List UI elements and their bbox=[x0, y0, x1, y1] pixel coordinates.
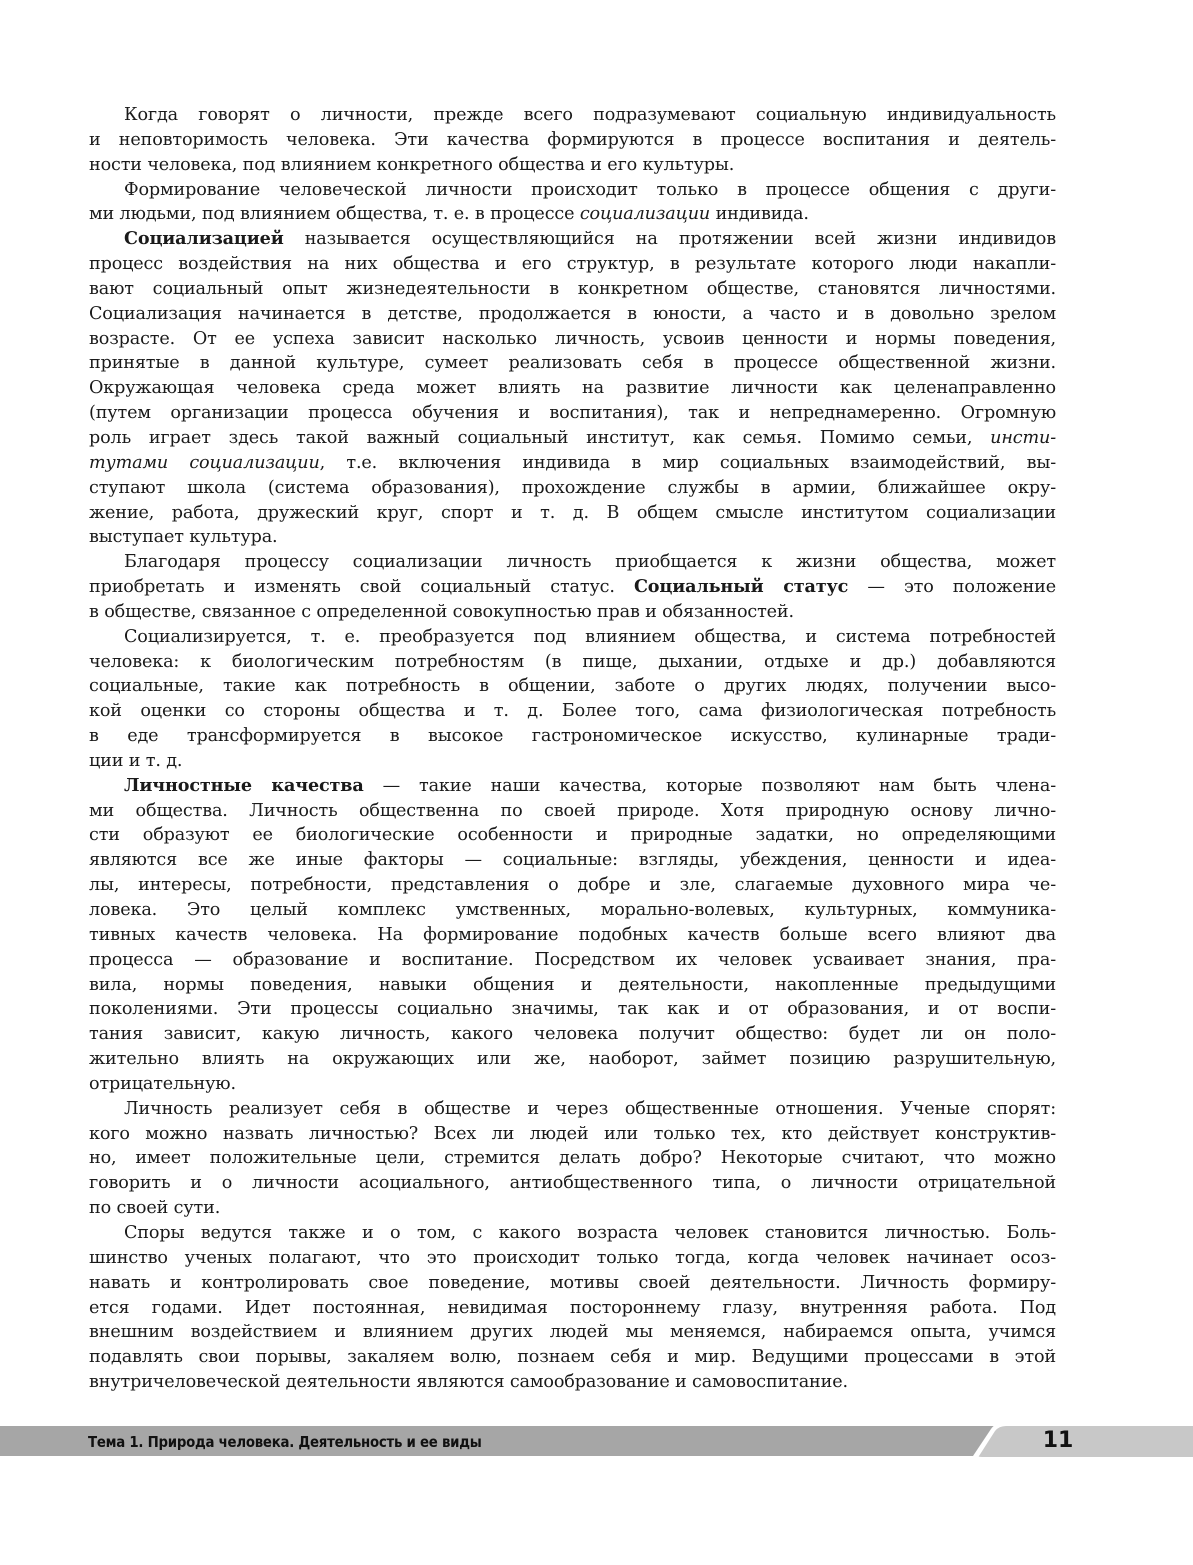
text-line bbox=[89, 674, 1056, 699]
text-line bbox=[89, 451, 1056, 476]
text-run: тания зависит, какую личность, какого человека получит общество: будет ли он поло- bbox=[89, 1024, 1056, 1045]
text-run: возрасте. От ее успеха зависит насколько личность, усвоив ценности и нормы поведения, bbox=[89, 328, 1056, 349]
text-run: ности человека, под влиянием конкретного общества и его культуры. bbox=[89, 154, 735, 175]
text-run: называется осуществляющийся на протяжении всей жизни индивидов bbox=[283, 229, 1056, 250]
bold-term: Личностные качества bbox=[124, 774, 364, 796]
paragraph bbox=[89, 227, 1056, 550]
text-run: ми людьми, под влиянием общества, т. е. в процессе bbox=[89, 204, 580, 225]
text-line bbox=[89, 948, 1056, 973]
text-line bbox=[89, 103, 1056, 128]
text-run: Социализация начинается в детстве, продолжается в юности, а часто и в довольно зрелом bbox=[89, 303, 1056, 324]
text-run: жительно влиять на окружающих или же, наоборот, займет позицию разрушительную, bbox=[89, 1049, 1056, 1070]
text-run: , т.е. включения индивида в мир социальных взаимодействий, вы- bbox=[319, 452, 1057, 473]
text-line bbox=[89, 351, 1056, 376]
text-run: — такие наши качества, которые позволяют нам быть члена- bbox=[363, 775, 1056, 796]
text-line bbox=[89, 476, 1056, 501]
text-line bbox=[89, 898, 1056, 923]
text-run: внешним воздействием и влиянием других людей мы меняемся, набираемся опыта, учимся bbox=[89, 1322, 1056, 1343]
text-line bbox=[89, 774, 1056, 799]
text-run: процесса — образование и воспитание. Посредством их человек усваивает знания, пра- bbox=[89, 949, 1056, 970]
bold-term: Социальный статус bbox=[633, 576, 849, 598]
text-line bbox=[89, 1196, 1056, 1221]
italic-term: тутами социализации bbox=[89, 452, 320, 473]
paragraph bbox=[89, 625, 1056, 774]
text-line bbox=[89, 1271, 1056, 1296]
text-run: в еде трансформируется в высокое гастрономическое искусство, кулинарные тради- bbox=[89, 726, 1056, 747]
text-run: навать и контролировать свое поведение, мотивы своей деятельности. Личность формиру- bbox=[89, 1272, 1056, 1293]
text-run: Благодаря процессу социализации личность приобщается к жизни общества, может bbox=[124, 552, 1056, 573]
text-line bbox=[89, 1146, 1056, 1171]
text-line bbox=[89, 973, 1056, 998]
text-run: приобретать и изменять свой социальный статус. bbox=[89, 577, 634, 598]
text-run: ции и т. д. bbox=[89, 750, 183, 771]
text-run: выступает культура. bbox=[89, 527, 278, 548]
text-line bbox=[89, 202, 1056, 227]
text-run: сти образуют ее биологические особенности и природные задатки, но определяющими bbox=[89, 825, 1056, 846]
text-line bbox=[89, 799, 1056, 824]
italic-term: инсти- bbox=[990, 427, 1056, 448]
text-run: отрицательную. bbox=[89, 1073, 236, 1094]
text-line bbox=[89, 327, 1056, 352]
text-line bbox=[89, 1345, 1056, 1370]
text-line bbox=[89, 401, 1056, 426]
text-run: (путем организации процесса обучения и воспитания), так и непреднамеренно. Огромную bbox=[89, 403, 1056, 424]
text-line bbox=[89, 1047, 1056, 1072]
text-run: и неповторимость человека. Эти качества формируются в процессе воспитания и деятель- bbox=[89, 129, 1056, 150]
text-line bbox=[89, 153, 1056, 178]
text-line bbox=[89, 550, 1056, 575]
text-run: Социализируется, т. е. преобразуется под влиянием общества, и система потребностей bbox=[124, 626, 1056, 647]
paragraph bbox=[89, 178, 1056, 228]
text-line bbox=[89, 600, 1056, 625]
paragraph bbox=[89, 1097, 1056, 1221]
text-line bbox=[89, 252, 1056, 277]
text-run: говорить и о личности асоциального, антиобщественного типа, о личности отрицательной bbox=[89, 1173, 1056, 1194]
text-line bbox=[89, 1022, 1056, 1047]
text-run: вают социальный опыт жизнедеятельности в конкретном обществе, становятся личностями. bbox=[89, 278, 1056, 299]
text-line bbox=[89, 699, 1056, 724]
text-line bbox=[89, 873, 1056, 898]
text-run: в обществе, связанное с определенной совокупностью прав и обязанностей. bbox=[89, 601, 794, 622]
section-title: Тема 1. Природа человека. Деятельность и ее виды bbox=[88, 1433, 482, 1451]
paragraph bbox=[89, 550, 1056, 625]
text-run: кой оценки со стороны общества и т. д. Более того, сама физиологическая потребность bbox=[89, 701, 1056, 722]
text-line bbox=[89, 650, 1056, 675]
text-run: процесс воздействия на них общества и его структур, в результате которого люди накапли- bbox=[89, 254, 1056, 275]
text-run: ловека. Это целый комплекс умственных, морально-волевых, культурных, коммуника- bbox=[89, 900, 1056, 920]
text-run: вила, нормы поведения, навыки общения и деятельности, накопленные предыдущими bbox=[89, 974, 1056, 995]
bold-term: Социализацией bbox=[124, 228, 284, 250]
text-run: кого можно назвать личностью? Всех ли людей или только тех, кто действует конструктив- bbox=[89, 1123, 1056, 1144]
text-run: социальные, такие как потребность в общении, заботе о других людях, получении высо- bbox=[89, 676, 1056, 697]
text-line bbox=[89, 1320, 1056, 1345]
text-run: индивида. bbox=[710, 204, 809, 225]
text-line bbox=[89, 1097, 1056, 1122]
text-run: — это положение bbox=[848, 577, 1057, 598]
text-run: жение, работа, дружеский круг, спорт и т. д. В общем смысле институтом социализации bbox=[89, 502, 1056, 523]
text-line bbox=[89, 1296, 1056, 1321]
text-line bbox=[89, 1221, 1056, 1246]
text-line bbox=[89, 376, 1056, 401]
text-line bbox=[89, 997, 1056, 1022]
text-run: Окружающая человека среда может влиять на развитие личности как целенаправленно bbox=[89, 378, 1056, 399]
paragraph bbox=[89, 774, 1056, 1097]
text-run: внутричеловеческой деятельности являются самообразование и самовоспитание. bbox=[89, 1372, 848, 1393]
text-line bbox=[89, 1171, 1056, 1196]
text-line bbox=[89, 848, 1056, 873]
text-line bbox=[89, 1122, 1056, 1147]
text-line bbox=[89, 1246, 1056, 1271]
text-line bbox=[89, 501, 1056, 526]
text-line bbox=[89, 1370, 1056, 1395]
text-line bbox=[89, 625, 1056, 650]
text-line bbox=[89, 724, 1056, 749]
text-line bbox=[89, 525, 1056, 550]
text-run: ступают школа (система образования), прохождение службы в армии, ближайшее окру- bbox=[89, 477, 1056, 498]
text-run: Формирование человеческой личности происходит только в процессе общения с други- bbox=[124, 179, 1056, 200]
text-run: тивных качеств человека. На формирование подобных качеств больше всего влияют два bbox=[89, 924, 1056, 945]
text-line bbox=[89, 1072, 1056, 1097]
italic-term: социализации bbox=[579, 204, 711, 225]
text-run: лы, интересы, потребности, представления о добре и зле, слагаемые духовного мира че- bbox=[89, 875, 1056, 896]
text-line bbox=[89, 128, 1056, 153]
text-run: человека: к биологическим потребностям (в пище, дыхании, отдыхе и др.) добавляются bbox=[89, 651, 1056, 672]
text-run: ется годами. Идет постоянная, невидимая постороннему глазу, внутренняя работа. Под bbox=[89, 1297, 1056, 1318]
paragraph bbox=[89, 103, 1056, 178]
text-run: но, имеет положительные цели, стремится делать добро? Некоторые считают, что можно bbox=[89, 1148, 1056, 1169]
page-body bbox=[89, 103, 1056, 1395]
text-line bbox=[89, 227, 1056, 252]
text-run: по своей сути. bbox=[89, 1198, 221, 1219]
text-run: ми общества. Личность общественна по своей природе. Хотя природную основу лично- bbox=[89, 800, 1056, 821]
text-line bbox=[89, 302, 1056, 327]
text-line bbox=[89, 823, 1056, 848]
text-run: Когда говорят о личности, прежде всего подразумевают социальную индивидуальность bbox=[124, 105, 1056, 125]
text-run: являются все же иные факторы — социальные: взгляды, убеждения, ценности и идеа- bbox=[89, 850, 1056, 871]
page-number: 11 bbox=[1042, 1428, 1074, 1453]
text-line bbox=[89, 178, 1056, 203]
text-line bbox=[89, 575, 1056, 600]
text-line bbox=[89, 426, 1056, 451]
text-line bbox=[89, 749, 1056, 774]
text-run: поколениями. Эти процессы социально значимы, так как и от образования, и от воспи- bbox=[89, 999, 1056, 1020]
text-run: шинство ученых полагают, что это происходит только тогда, когда человек начинает осоз- bbox=[89, 1247, 1056, 1268]
text-run: роль играет здесь такой важный социальный институт, как семья. Помимо семьи, bbox=[89, 427, 991, 448]
text-line bbox=[89, 923, 1056, 948]
text-run: Личность реализует себя в обществе и через общественные отношения. Ученые спорят: bbox=[124, 1098, 1056, 1119]
text-line bbox=[89, 277, 1056, 302]
text-run: подавлять свои порывы, закаляем волю, познаем себя и мир. Ведущими процессами в этой bbox=[89, 1347, 1056, 1368]
paragraph bbox=[89, 1221, 1056, 1395]
text-run: принятые в данной культуре, сумеет реализовать себя в процессе общественной жизни. bbox=[89, 353, 1056, 374]
text-run: Споры ведутся также и о том, с какого возраста человек становится личностью. Боль- bbox=[124, 1222, 1056, 1243]
